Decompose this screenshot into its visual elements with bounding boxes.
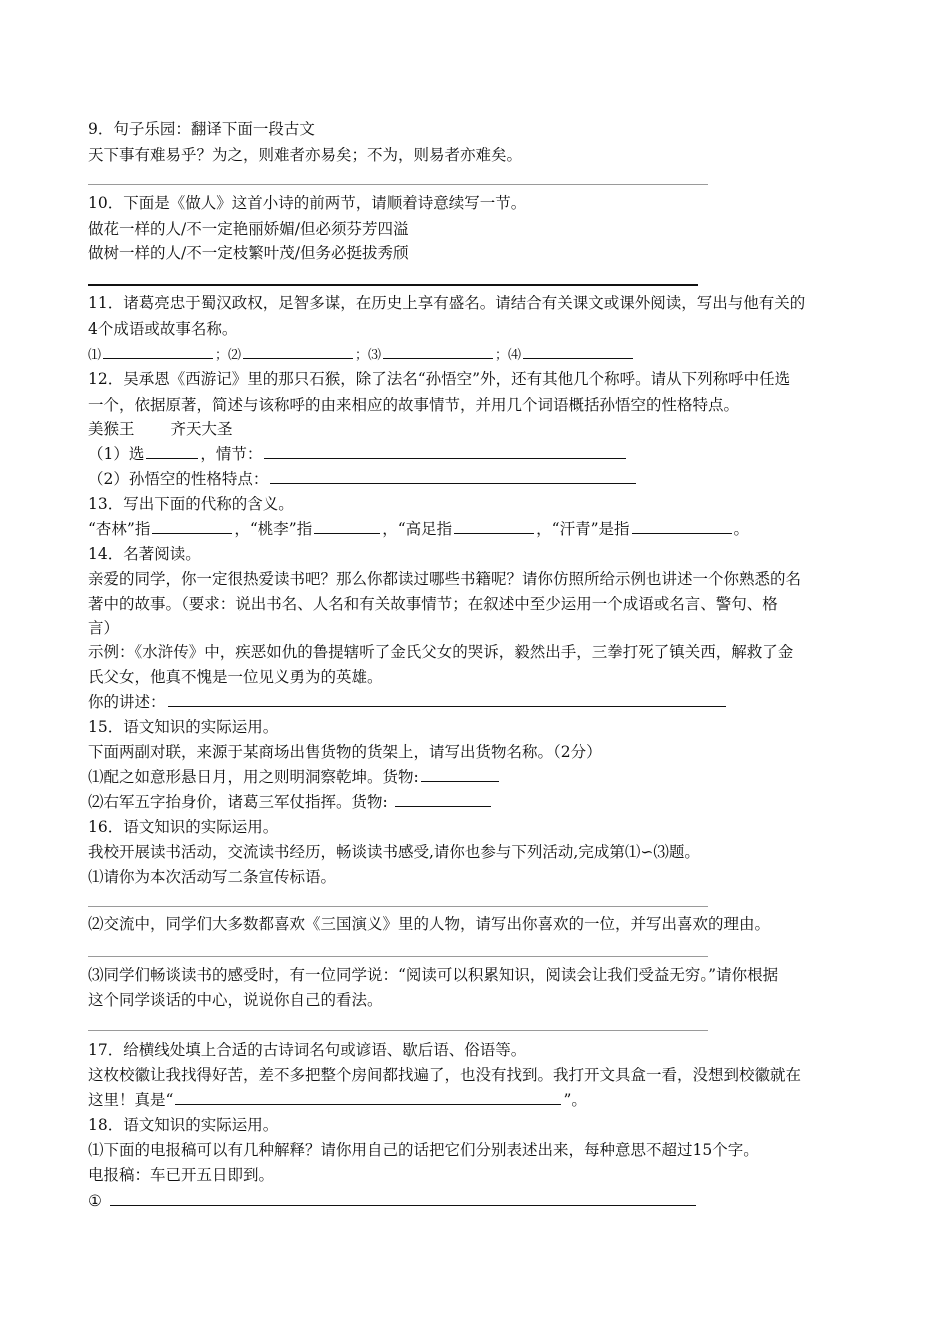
q13-label-gaozu: ，“高足指 [382,520,453,538]
q12-text1: 12．吴承恩《西游记》里的那只石猴，除了法名“孙悟空”外，还有其他几个称呼。请从下列称呼中任选 [88,370,791,388]
q13-label-taoli: ，“桃李”指 [234,520,313,538]
q14-title: 14．名著阅读。 [88,545,201,563]
q13-blank-hanqing[interactable] [632,519,732,534]
q13-title: 13．写出下面的代称的含义。 [88,495,294,513]
q17-title: 17．给横线处填上合适的古诗词名句或谚语、歇后语、俗语等。 [88,1041,527,1059]
q16-sub3a: ⑶同学们畅谈读书的感受时，有一位同学说：“阅读可以积累知识，阅读会让我们受益无穷。”请你根据 [88,966,779,984]
q14-example1: 示例：《水浒传》中，疾恶如仇的鲁提辖听了金氏父女的哭诉，毅然出手，三拳打死了镇关西，解救了金 [88,643,794,661]
q12-name-qitiandasheng: 齐天大圣 [170,420,233,438]
q18-telegram: 电报稿：车已开五日即到。 [88,1166,275,1184]
q11-label-4: ；⑷ [495,348,522,363]
q15-blank-1[interactable] [421,767,499,782]
q9-answer-line[interactable] [88,184,708,185]
q16-sub3b: 这个同学谈话的中心，说说你自己的看法。 [88,991,383,1009]
q15-title: 15．语文知识的实际运用。 [88,718,279,736]
q15-blank-2[interactable] [395,792,491,807]
q18-blank-1[interactable] [110,1191,696,1206]
q18-number-1: ① [88,1192,102,1210]
q16-answer-line-1[interactable] [88,906,708,907]
q13-blank-xinglin[interactable] [152,519,232,534]
q16-title: 16．语文知识的实际运用。 [88,818,279,836]
q14-text3: 言） [88,619,120,637]
q10-answer-line[interactable] [88,284,698,286]
q12-part1 [88,443,628,465]
q15-couplet1-text: ⑴配之如意形悬日月，用之则明洞察乾坤。货物: [88,768,419,786]
q18-title: 18．语文知识的实际运用。 [88,1116,279,1134]
q11-label-1: ⑴ [88,348,102,363]
q16-sub2: ⑵交流中，同学们大多数都喜欢《三国演义》里的人物，请写出你喜欢的一位，并写出喜欢的理由。 [88,915,771,933]
q14-your-story [88,691,728,713]
q14-story-blank[interactable] [168,692,726,707]
q13-label-hanqing: ，“汗青”是指 [536,520,630,538]
q11-blanks [88,344,635,367]
q12-trait-blank[interactable] [270,469,636,484]
q14-text2: 著中的故事。（要求：说出书名、人名和有关故事情节；在叙述中至少运用一个成语或名言、警句、格 [88,595,778,613]
q13-blanks [88,518,749,540]
q13-blank-taoli[interactable] [314,519,380,534]
q17-text2-end: ”。 [563,1091,587,1109]
q16-text: 我校开展读书活动，交流读书经历，畅谈读书感受,请你也参与下列活动,完成第⑴∽⑶题。 [88,843,700,861]
q11-text2: 4个成语或故事名称。 [88,320,238,338]
q12-choice-blank[interactable] [146,444,198,459]
q14-example2: 氏父女，他真不愧是一位见义勇为的英雄。 [88,668,383,686]
q18-text: ⑴下面的电报稿可以有几种解释？请你用自己的话把它们分别表述出来，每种意思不超过15个字。 [88,1141,759,1159]
q17-text1: 这枚校徽让我找得好苦，差不多把整个房间都找遍了，也没有找到。我打开文具盒一看，没想到校徽就在 [88,1066,802,1084]
q12-part2 [88,468,638,490]
q11-text1: 11．诸葛亮忠于蜀汉政权，足智多谋，在历史上享有盛名。请结合有关课文或课外阅读，写出与他有关的 [88,294,806,312]
q11-blank-3[interactable] [383,344,493,359]
q12-part1-label: （1）选 [88,445,145,463]
q13-label-xinglin: “杏林”指 [88,520,151,538]
q16-answer-line-3[interactable] [88,1030,708,1031]
q17-text2-start: 这里！真是“ [88,1091,174,1109]
q9-text: 天下事有难易乎？为之，则难者亦易矣；不为，则易者亦难矣。 [88,146,523,164]
q16-answer-line-2[interactable] [88,956,708,957]
q15-couplet1 [88,766,501,788]
q11-label-2: ；⑵ [215,348,242,363]
q18-answer-1 [88,1190,698,1212]
q12-plot-blank[interactable] [264,444,626,459]
q11-blank-2[interactable] [243,344,353,359]
q17-text2 [88,1089,587,1111]
q15-text: 下面两副对联，来源于某商场出售货物的货架上，请写出货物名称。（2分） [88,743,602,761]
q12-names [88,418,233,440]
q15-couplet2-text: ⑵右军五字抬身价，诸葛三军仗指挥。货物: [88,793,393,811]
q14-text1: 亲爱的同学，你一定很热爱读书吧？那么你都读过哪些书籍呢？请你仿照所给示例也讲述一个你熟悉的名 [88,570,802,588]
q10-title: 10．下面是《做人》这首小诗的前两节，请顺着诗意续写一节。 [88,194,527,212]
q11-blank-4[interactable] [523,344,633,359]
q12-part2-label: （2）孙悟空的性格特点： [88,470,269,488]
q12-text2: 一个，依据原著，简述与该称呼的由来相应的故事情节，并用几个词语概括孙悟空的性格特点。 [88,396,740,414]
q12-name-meihouwang: 美猴王 [88,420,135,438]
q11-label-3: ；⑶ [355,348,382,363]
q16-sub1: ⑴请你为本次活动写二条宣传标语。 [88,868,337,886]
q9-title: 9．句子乐园：翻译下面一段古文 [88,120,315,138]
q15-couplet2 [88,791,493,813]
q13-period: 。 [733,520,750,538]
q10-poem-line2: 做树一样的人/不一定枝繁叶茂/但务必挺拔秀颀 [88,244,409,262]
q11-blank-1[interactable] [103,344,213,359]
q17-answer-blank[interactable] [175,1090,561,1105]
q14-your-label: 你的讲述： [88,693,166,711]
q13-blank-gaozu[interactable] [454,519,534,534]
q10-poem-line1: 做花一样的人/不一定艳丽娇媚/但必须芬芳四溢 [88,220,409,238]
q12-plot-label: ，情节： [200,445,263,463]
